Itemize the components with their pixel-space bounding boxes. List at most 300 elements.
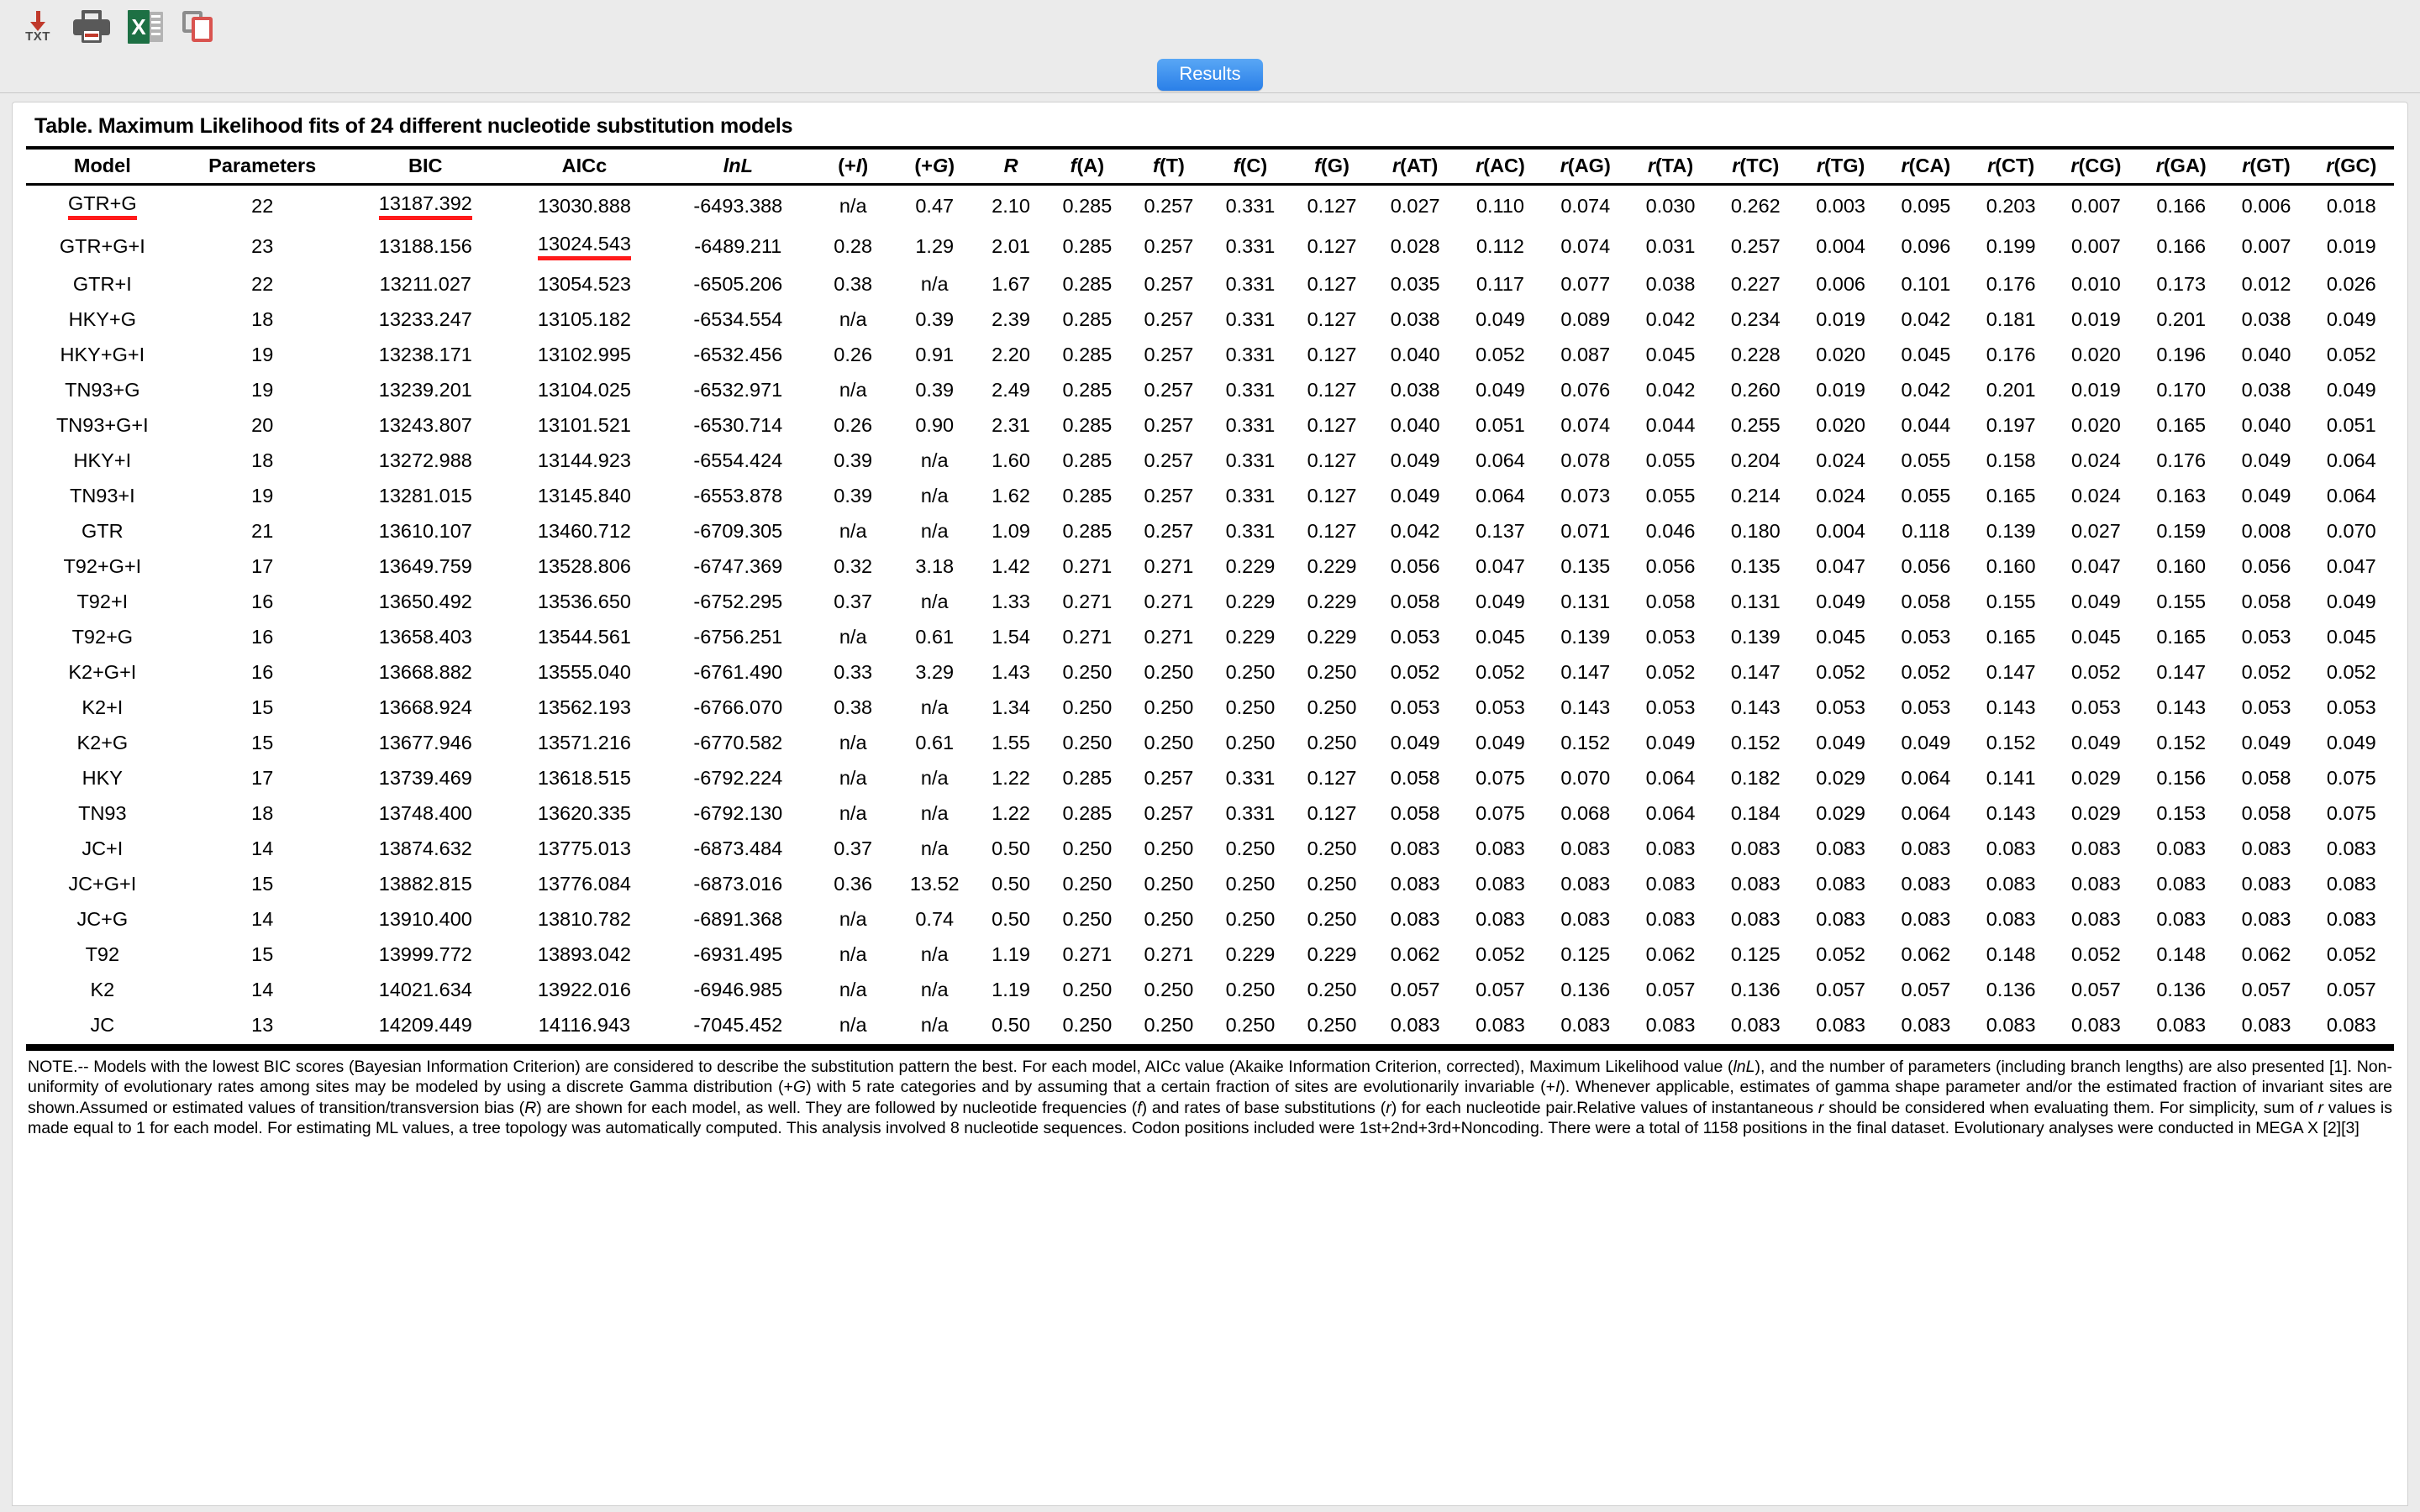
table-cell: 0.083 [1476, 872, 1525, 895]
table-cell: 14 [251, 837, 274, 859]
table-cell: 0.250 [1128, 1007, 1209, 1046]
table-cell: 0.250 [1225, 907, 1276, 930]
table-header-row [26, 148, 2394, 185]
cell-model: GTR+I [72, 272, 132, 295]
table-cell: 0.083 [1901, 837, 1951, 859]
table-cell: 13677.946 [378, 731, 472, 753]
table-cell: 17 [251, 766, 274, 789]
table-cell: 0.127 [1307, 234, 1357, 257]
table-cell: 0.020 [1816, 343, 1865, 365]
table-cell: 0.50 [992, 907, 1030, 930]
table-cell: 0.007 [2071, 194, 2121, 217]
table-cell: 14 [251, 978, 274, 1000]
table-cell: 0.083 [2223, 1007, 2308, 1046]
table-cell: n/a [920, 837, 949, 859]
table-cell: n/a [894, 1007, 976, 1046]
table-cell: 0.058 [2241, 590, 2291, 612]
table-cell: 0.049 [1816, 731, 1865, 753]
table-cell: 0.91 [915, 343, 955, 365]
table-cell: 0.61 [915, 625, 955, 648]
table-cell: 0.083 [2139, 1007, 2223, 1046]
table-cell: 21 [251, 519, 274, 542]
table-cell: 0.199 [1986, 234, 2036, 257]
table-cell: 13562.193 [537, 696, 631, 718]
table-cell: 0.049 [2326, 378, 2376, 401]
table-cell: 0.083 [2241, 872, 2291, 895]
table-cell: 0.257 [1144, 766, 1194, 789]
column-header-r: R [976, 148, 1047, 185]
table-row[interactable] [26, 185, 2394, 227]
table-row[interactable] [26, 831, 2394, 866]
table-cell: n/a [920, 449, 949, 471]
table-cell: 0.007 [2241, 234, 2291, 257]
table-cell: 13536.650 [537, 590, 631, 612]
table-cell: 15 [251, 731, 274, 753]
table-cell: 0.052 [1816, 942, 1865, 965]
table-cell: 0.083 [1713, 1007, 1798, 1046]
table-cell: 0.074 [1560, 194, 1611, 217]
table-cell: 0.006 [1816, 272, 1865, 295]
column-header-bic: BIC [346, 148, 505, 185]
table-cell: 0.057 [2326, 978, 2376, 1000]
table-cell: 0.166 [2156, 194, 2207, 217]
table-cell: 0.052 [1816, 660, 1865, 683]
table-row[interactable] [26, 654, 2394, 690]
table-cell: 0.053 [1816, 696, 1865, 718]
copy-button[interactable] [176, 5, 222, 49]
table-cell: 0.053 [1476, 696, 1525, 718]
table-cell: 0.257 [1144, 234, 1194, 257]
table-row[interactable] [26, 226, 2394, 266]
table-cell: 0.147 [1986, 660, 2036, 683]
table-cell: 13882.815 [378, 872, 472, 895]
table-cell: 0.006 [2241, 194, 2291, 217]
table-cell: 0.285 [1062, 194, 1113, 217]
table-cell: 0.083 [1883, 1007, 1968, 1046]
column-header-rtg: r(TG) [1798, 148, 1883, 185]
cell-model: JC+G [76, 907, 129, 930]
table-cell: 0.055 [1901, 484, 1951, 507]
cell-model: TN93+G+I [55, 413, 149, 436]
table-cell: 0.083 [1373, 1007, 1458, 1046]
results-panel [12, 102, 2408, 1506]
table-cell: 0.257 [1144, 272, 1194, 295]
table-cell: 13239.201 [378, 378, 472, 401]
table-cell: 0.204 [1730, 449, 1781, 471]
table-cell: 0.37 [834, 590, 873, 612]
table-cell: 0.029 [2071, 801, 2121, 824]
table-row[interactable] [26, 584, 2394, 619]
table-cell: 1.19 [992, 942, 1030, 965]
table-cell: 0.125 [1560, 942, 1611, 965]
table-cell: 0.083 [2054, 1007, 2139, 1046]
table-cell: 0.331 [1225, 378, 1276, 401]
table-cell: 0.076 [1560, 378, 1611, 401]
table-cell: 0.143 [1986, 696, 2036, 718]
table-cell: 13272.988 [378, 449, 472, 471]
table-cell: 0.096 [1901, 234, 1951, 257]
table-cell: n/a [920, 696, 949, 718]
table-cell: 0.250 [1307, 907, 1357, 930]
table-cell: 0.250 [1144, 731, 1194, 753]
table-cell: 0.083 [1390, 907, 1440, 930]
table-cell: 0.180 [1730, 519, 1781, 542]
table-cell: 0.147 [1730, 660, 1781, 683]
table-cell: 2.20 [992, 343, 1030, 365]
table-cell: 0.331 [1225, 194, 1276, 217]
table-cell: 0.083 [1476, 907, 1525, 930]
table-cell: 0.057 [1816, 978, 1865, 1000]
table-cell: 0.285 [1062, 484, 1113, 507]
table-cell: 0.083 [1458, 1007, 1543, 1046]
table-cell: 15 [251, 696, 274, 718]
table-cell: 13145.840 [537, 484, 631, 507]
cell-model: TN93 [78, 801, 127, 824]
table-cell: 0.285 [1062, 519, 1113, 542]
table-cell: 19 [251, 378, 274, 401]
table-cell: 13739.469 [378, 766, 472, 789]
table-cell: 0.064 [1476, 449, 1525, 471]
table-cell: 0.040 [1390, 413, 1440, 436]
table-cell: 0.012 [2241, 272, 2291, 295]
table-cell: 0.083 [2241, 837, 2291, 859]
table-cell: 0.165 [2156, 413, 2207, 436]
table-cell: -6873.484 [693, 837, 783, 859]
table-cell: 13649.759 [378, 554, 472, 577]
table-cell: 0.057 [1476, 978, 1525, 1000]
table-cell: 0.250 [1062, 837, 1113, 859]
table-cell: 0.165 [1986, 625, 2036, 648]
table-cell: 0.250 [1307, 978, 1357, 1000]
table-cell: 0.089 [1560, 307, 1611, 330]
table-cell: 0.083 [1390, 872, 1440, 895]
table-cell: 0.139 [1560, 625, 1611, 648]
table-cell: 0.36 [834, 872, 873, 895]
table-cell: 13243.807 [378, 413, 472, 436]
table-cell: 0.127 [1307, 484, 1357, 507]
column-header-rca: r(CA) [1883, 148, 1968, 185]
table-row[interactable] [26, 972, 2394, 1007]
table-row[interactable] [26, 302, 2394, 337]
table-cell: 1.33 [992, 590, 1030, 612]
table-cell: 0.148 [2156, 942, 2207, 965]
table-cell: 3.18 [915, 554, 955, 577]
table-cell: 0.165 [1986, 484, 2036, 507]
table-cell: -6761.490 [693, 660, 783, 683]
table-cell: n/a [839, 942, 867, 965]
table-row[interactable] [26, 619, 2394, 654]
table-cell: 0.045 [1901, 343, 1951, 365]
table-row[interactable] [26, 1007, 2394, 1046]
table-cell: 14 [251, 907, 274, 930]
table-cell: -6766.070 [693, 696, 783, 718]
table-row[interactable] [26, 795, 2394, 831]
table-cell: 0.049 [1816, 590, 1865, 612]
table-cell: 0.031 [1645, 234, 1696, 257]
table-row[interactable] [26, 866, 2394, 901]
table-cell: 0.083 [2156, 837, 2207, 859]
table-cell: 0.137 [1476, 519, 1525, 542]
table-cell: 0.159 [2156, 519, 2207, 542]
table-cell: n/a [839, 307, 867, 330]
table-cell: 0.062 [1901, 942, 1951, 965]
table-cell: 0.083 [1730, 837, 1781, 859]
table-cell: 19 [251, 484, 274, 507]
table-cell: 0.331 [1225, 801, 1276, 824]
cell-model: GTR [82, 519, 124, 542]
table-cell: 0.055 [1645, 484, 1696, 507]
table-cell: 0.083 [1560, 907, 1611, 930]
table-cell: 0.160 [1986, 554, 2036, 577]
table-cell: 0.020 [1816, 413, 1865, 436]
table-cell: 0.064 [1645, 801, 1696, 824]
table-cell: 0.50 [992, 872, 1030, 895]
table-row[interactable] [26, 725, 2394, 760]
table-cell: 0.027 [2071, 519, 2121, 542]
table-cell: 13668.924 [378, 696, 472, 718]
table-cell: 16 [251, 590, 274, 612]
table-cell: n/a [920, 590, 949, 612]
table-row[interactable] [26, 337, 2394, 372]
table-cell: -6747.369 [693, 554, 783, 577]
table-cell: 13460.712 [537, 519, 631, 542]
table-cell: 0.160 [2156, 554, 2207, 577]
table-cell: 17 [251, 554, 274, 577]
table-cell: 0.078 [1560, 449, 1611, 471]
table-cell: 0.038 [1390, 307, 1440, 330]
table-cell: 0.049 [1476, 307, 1525, 330]
table-cell: 18 [251, 801, 274, 824]
table-cell: 1.54 [992, 625, 1030, 648]
table-cell: 0.049 [1390, 449, 1440, 471]
table-cell: 0.32 [834, 554, 873, 577]
table-cell: 0.070 [2326, 519, 2376, 542]
highlighted-value: 13024.543 [538, 233, 631, 260]
table-cell: 0.074 [1560, 413, 1611, 436]
table-cell: n/a [839, 731, 867, 753]
table-cell: 0.118 [1902, 519, 1950, 542]
table-cell: 0.271 [1144, 590, 1194, 612]
table-cell: 2.10 [992, 194, 1030, 217]
table-cell: 13104.025 [537, 378, 631, 401]
table-cell: 0.39 [834, 484, 873, 507]
table-row[interactable] [26, 513, 2394, 549]
table-cell [346, 185, 505, 227]
table-cell: 0.049 [1476, 590, 1525, 612]
table-cell: 0.040 [2241, 343, 2291, 365]
cell-model: JC+G+I [68, 872, 137, 895]
column-header-lnl: lnL [664, 148, 813, 185]
table-cell: 0.051 [2326, 413, 2376, 436]
table-cell: 0.26 [834, 413, 873, 436]
table-cell: 1.42 [992, 554, 1030, 577]
table-cell: 0.143 [1986, 801, 2036, 824]
table-cell: 0.173 [2156, 272, 2207, 295]
table-cell: 0.042 [1645, 378, 1696, 401]
table-cell: 0.135 [1560, 554, 1611, 577]
table-row[interactable] [26, 443, 2394, 478]
table-cell: 0.083 [1645, 872, 1696, 895]
table-cell: -6752.295 [693, 590, 783, 612]
table-cell: 0.051 [1476, 413, 1525, 436]
table-cell: 0.024 [1816, 484, 1865, 507]
table-cell: 0.052 [1476, 942, 1525, 965]
table-cell: 0.155 [1986, 590, 2036, 612]
table-cell: 0.203 [1986, 194, 2036, 217]
table-cell: 0.024 [2071, 484, 2121, 507]
download-txt-button[interactable] [15, 5, 60, 49]
table-cell: 13.52 [909, 872, 960, 895]
table-cell: 0.042 [1645, 307, 1696, 330]
table-cell: 0.083 [1986, 907, 2036, 930]
table-cell: 0.028 [1390, 234, 1440, 257]
table-cell: 0.010 [2071, 272, 2121, 295]
table-cell: 0.045 [1816, 625, 1865, 648]
table-cell: 0.127 [1307, 519, 1357, 542]
table-cell: 0.083 [1476, 837, 1525, 859]
table-cell: n/a [920, 272, 949, 295]
table-cell: 1.29 [915, 234, 955, 257]
table-cell: 0.285 [1062, 413, 1113, 436]
table-cell: 0.053 [1645, 625, 1696, 648]
table-cell: 0.39 [915, 307, 955, 330]
table-cell: 0.004 [1816, 234, 1865, 257]
table-cell: 0.019 [2071, 307, 2121, 330]
table-row[interactable] [26, 690, 2394, 725]
table-cell: 0.049 [1476, 731, 1525, 753]
table-cell: 0.040 [2241, 413, 2291, 436]
table-cell: 0.058 [2241, 766, 2291, 789]
table-cell: 0.234 [1730, 307, 1781, 330]
table-cell: 0.058 [1901, 590, 1951, 612]
table-cell: 0.019 [2071, 378, 2121, 401]
column-header-rcg: r(CG) [2054, 148, 2139, 185]
table-cell: -6770.582 [693, 731, 783, 753]
highlighted-value: 13187.392 [379, 192, 472, 220]
table-cell: 0.064 [2326, 449, 2376, 471]
cell-model: TN93+I [69, 484, 135, 507]
table-cell: 0.019 [2326, 234, 2376, 257]
table-cell: 13775.013 [537, 837, 631, 859]
table-cell: 0.196 [2156, 343, 2207, 365]
table-cell: 0.285 [1062, 378, 1113, 401]
table-cell: 0.214 [1730, 484, 1781, 507]
table-cell: 0.049 [2241, 449, 2291, 471]
table-cell: 0.331 [1225, 343, 1276, 365]
table-cell: 0.049 [2326, 731, 2376, 753]
table-row[interactable] [26, 407, 2394, 443]
table-cell: 0.262 [1730, 194, 1781, 217]
table-cell: 0.257 [1144, 519, 1194, 542]
table-cell: 0.255 [1730, 413, 1781, 436]
table-cell: 0.331 [1225, 449, 1276, 471]
table-row[interactable] [26, 901, 2394, 937]
table-cell: 0.117 [1476, 272, 1524, 295]
table-cell: 0.047 [1476, 554, 1525, 577]
table-row[interactable] [26, 372, 2394, 407]
table-cell: 0.152 [2156, 731, 2207, 753]
table-cell: 0.153 [2156, 801, 2207, 824]
table-cell: 0.90 [915, 413, 955, 436]
table-cell: 0.229 [1307, 554, 1357, 577]
table-cell: 0.331 [1225, 766, 1276, 789]
print-button[interactable] [69, 5, 114, 49]
table-cell: 2.39 [992, 307, 1030, 330]
txt-download-icon [18, 8, 57, 46]
table-cell: 13668.882 [378, 660, 472, 683]
cell-model: HKY+G [68, 307, 136, 330]
table-cell: 0.28 [834, 234, 873, 257]
table-cell: 0.083 [1543, 1007, 1628, 1046]
table-cell: 0.052 [2071, 942, 2121, 965]
table-cell: 20 [251, 413, 274, 436]
table-cell: 0.052 [1476, 660, 1525, 683]
cell-model: T92+G+I [63, 554, 142, 577]
table-row[interactable] [26, 549, 2394, 584]
table-cell: 0.250 [1209, 1007, 1291, 1046]
table-cell: 0.271 [1062, 554, 1113, 577]
table-row[interactable] [26, 760, 2394, 795]
table-cell: 0.064 [1645, 766, 1696, 789]
table-row[interactable] [26, 266, 2394, 302]
table-cell: 0.058 [2241, 801, 2291, 824]
table-row[interactable] [26, 937, 2394, 972]
table-cell: n/a [839, 378, 867, 401]
cell-model: K2+G+I [68, 660, 137, 683]
table-cell: 0.127 [1307, 449, 1357, 471]
table-cell: 0.201 [2156, 307, 2207, 330]
tab-results[interactable]: Results [1157, 59, 1262, 91]
table-cell: 0.250 [1062, 907, 1113, 930]
table-cell: 0.029 [1816, 766, 1865, 789]
table-cell: 0.250 [1225, 696, 1276, 718]
table-cell: 0.148 [1986, 942, 2036, 965]
table-cell: 0.062 [1645, 942, 1696, 965]
table-cell: 0.285 [1062, 307, 1113, 330]
table-cell: 0.083 [1730, 907, 1781, 930]
table-row[interactable] [26, 478, 2394, 513]
table-cell: 16 [251, 625, 274, 648]
table-cell: 0.052 [2326, 660, 2376, 683]
table-cell: 0.38 [834, 696, 873, 718]
table-cell: 16 [251, 660, 274, 683]
table-cell: 0.056 [1390, 554, 1440, 577]
table-cell: 0.038 [1390, 378, 1440, 401]
table-cell: 0.182 [1730, 766, 1781, 789]
table-cell: 0.139 [1730, 625, 1781, 648]
table-cell: 0.003 [1816, 194, 1865, 217]
table-cell: 0.147 [2156, 660, 2207, 683]
table-cell: 0.083 [1816, 872, 1865, 895]
table-cell: -6756.251 [693, 625, 783, 648]
table-cell: 0.055 [1645, 449, 1696, 471]
table-cell: n/a [839, 801, 867, 824]
table-cell: -6931.495 [693, 942, 783, 965]
table-cell: 15 [251, 872, 274, 895]
table-cell: -6792.130 [693, 801, 783, 824]
table-cell: 0.038 [1645, 272, 1696, 295]
table-cell: 13999.772 [378, 942, 472, 965]
table-cell: 0.136 [1730, 978, 1781, 1000]
table-cell: n/a [813, 1007, 894, 1046]
table-cell: 0.229 [1225, 942, 1276, 965]
table-cell: 0.083 [2309, 1007, 2394, 1046]
table-cell: 0.250 [1062, 731, 1113, 753]
ml-fits-table [26, 146, 2394, 1047]
table-cell: 0.147 [1560, 660, 1611, 683]
table-cell: 0.047 [2071, 554, 2121, 577]
export-excel-button[interactable] [123, 5, 168, 49]
